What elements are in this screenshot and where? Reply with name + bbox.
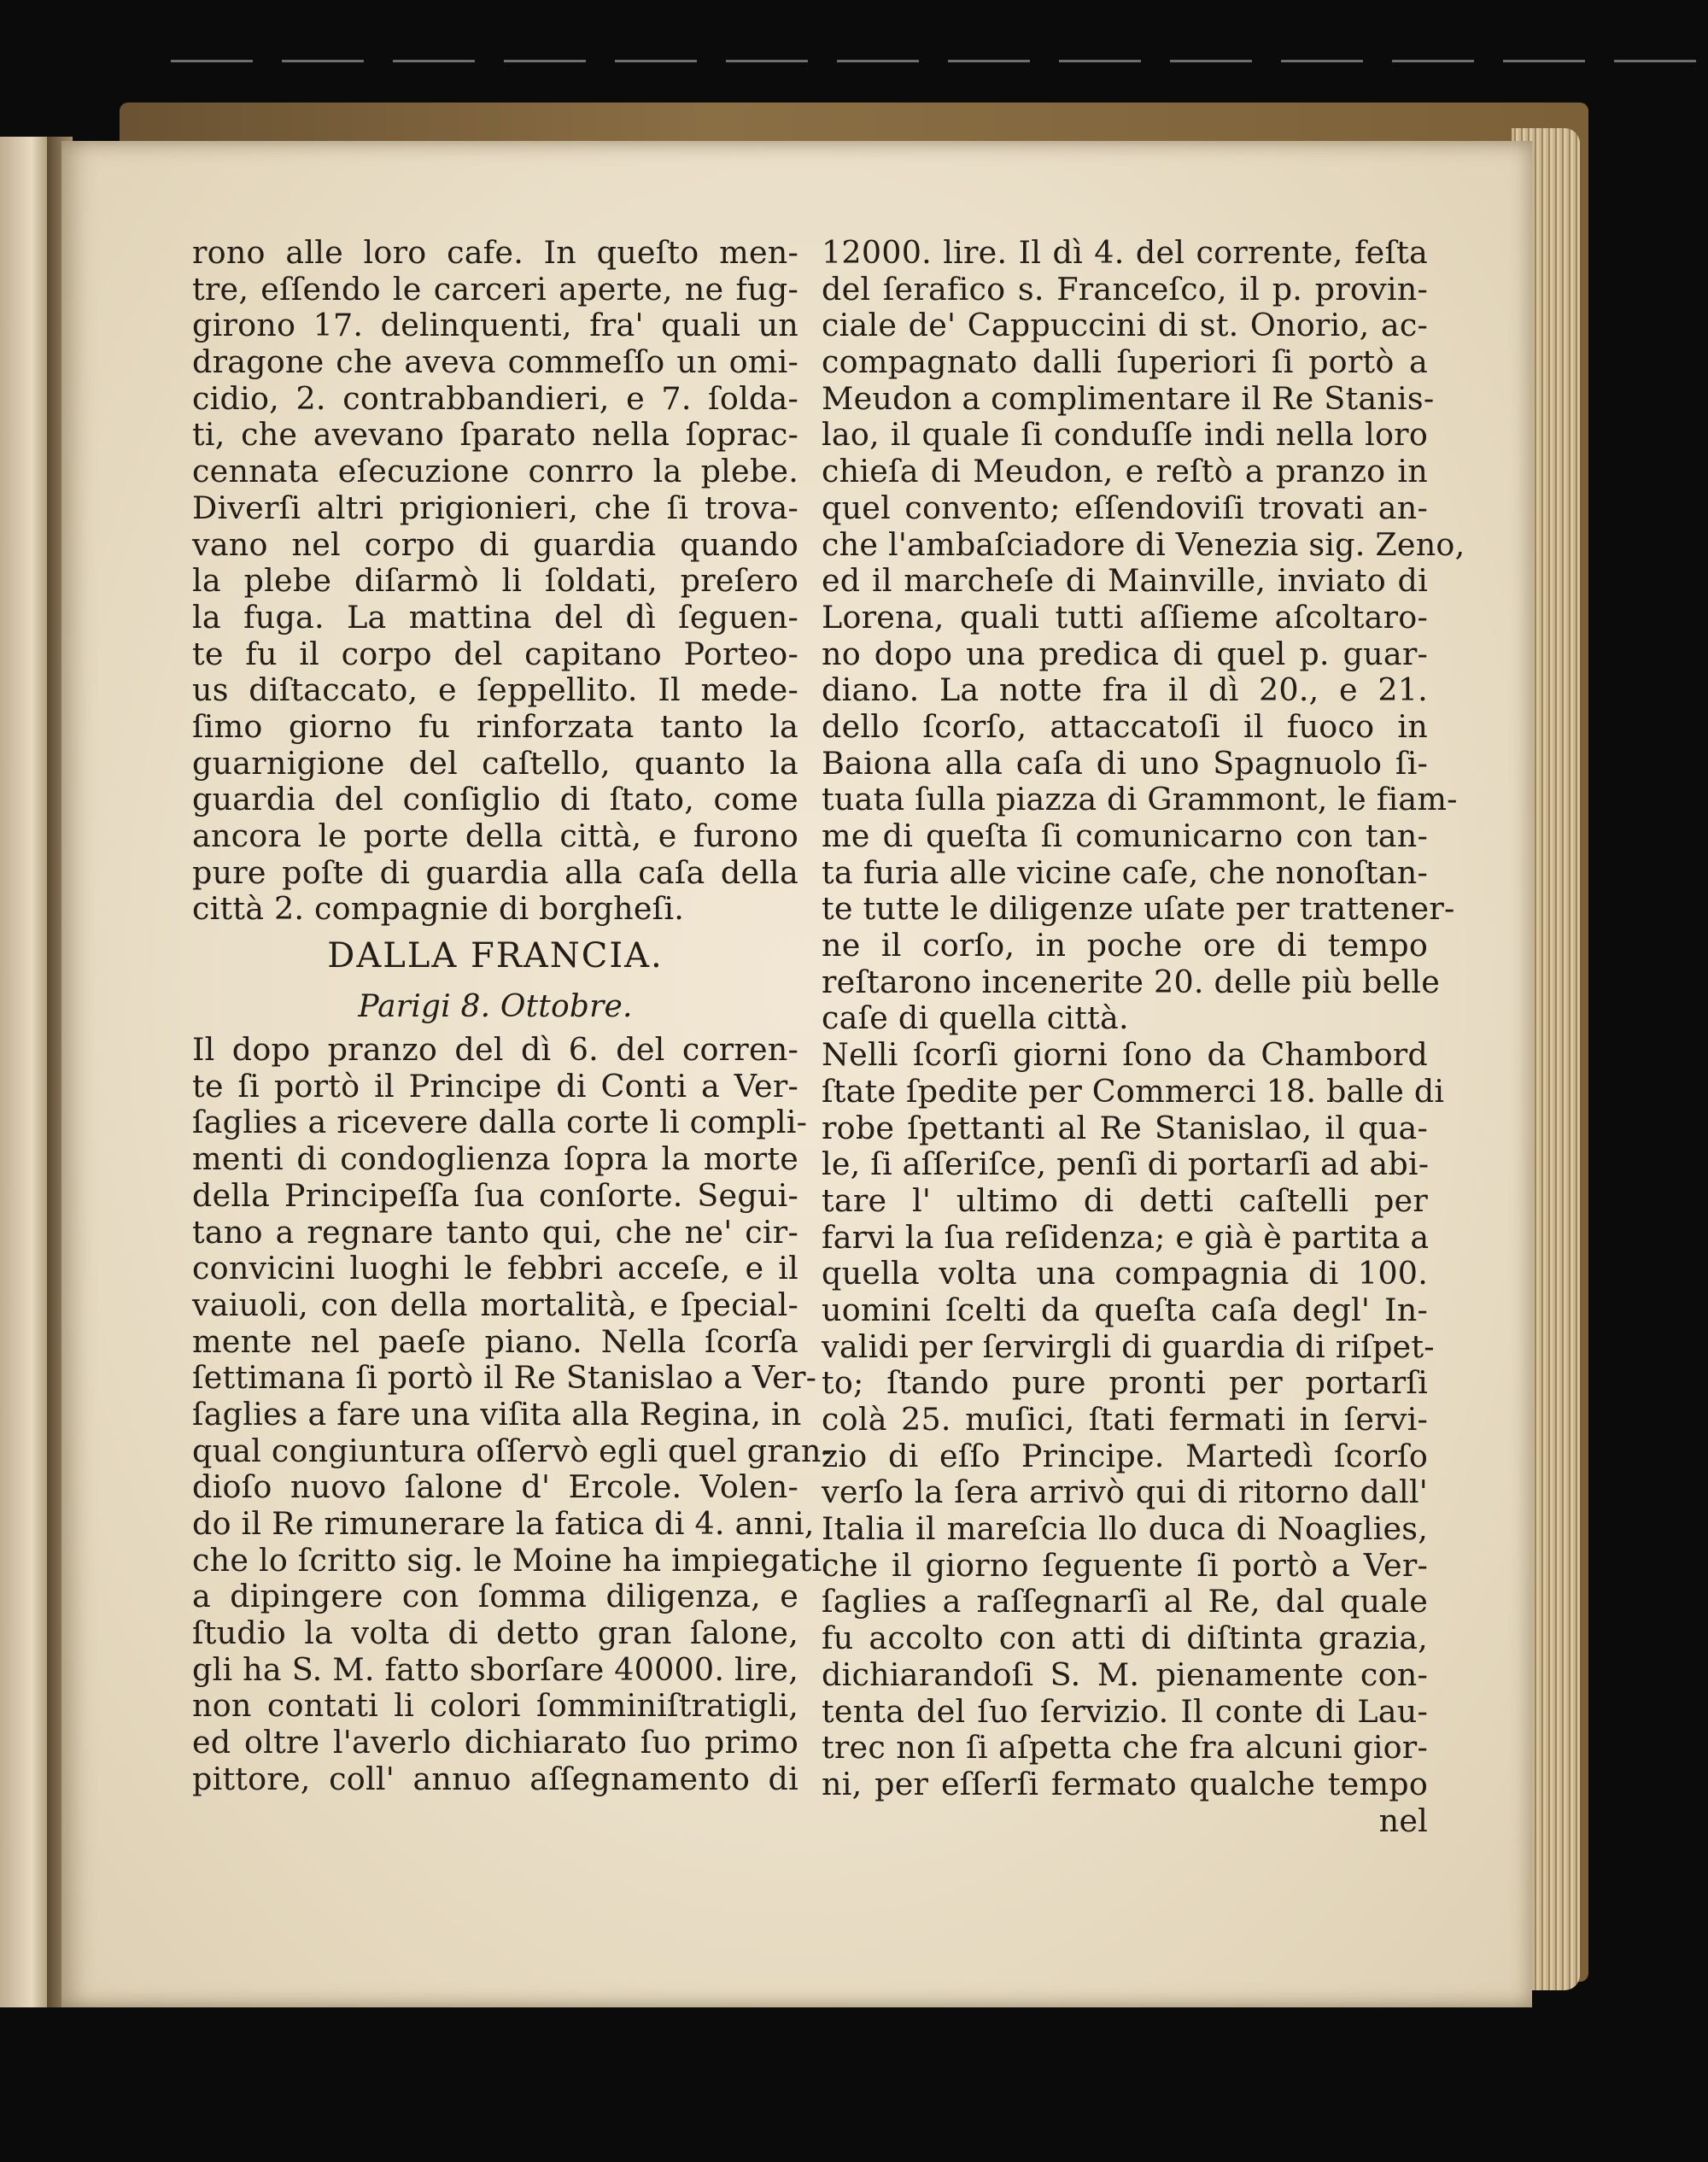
text-line: ſtudio la volta di detto gran ſalone, bbox=[192, 1614, 798, 1652]
right-column bbox=[822, 234, 1465, 1839]
text-line: ne il corſo, in poche ore di tempo bbox=[822, 927, 1428, 964]
text-line: che il giorno ſeguente ſi portò a Ver- bbox=[822, 1546, 1428, 1584]
text-line: rono alle loro cafe. In queſto men- bbox=[192, 234, 798, 271]
text-line: vaiuoli, con della mortalità, e ſpecial- bbox=[192, 1286, 798, 1323]
text-line: compagnato dalli ſuperiori ſi portò a bbox=[822, 343, 1428, 381]
text-line: 12000. lire. Il dì 4. del corrente, feſta bbox=[822, 234, 1428, 271]
left-column-text-after bbox=[192, 1031, 833, 1797]
text-line: ciale de' Cappuccini di st. Onorio, ac- bbox=[822, 307, 1428, 344]
text-line: me di queſta ſi comunicarno con tan- bbox=[822, 817, 1428, 854]
text-line: ſettimana ſi portò il Re Stanislao a Ver- bbox=[192, 1359, 817, 1397]
text-line: tare l' ultimo di detti caſtelli per bbox=[822, 1181, 1428, 1219]
left-page-edge bbox=[0, 137, 53, 2007]
text-line: ſaglies a ricevere dalla corte li compli- bbox=[192, 1104, 808, 1141]
top-ruler bbox=[0, 60, 1708, 67]
text-line: tuata ſulla piazza di Grammont, le fiam- bbox=[822, 781, 1458, 818]
text-line: la fuga. La mattina del dì ſeguen- bbox=[192, 598, 798, 636]
text-line: non contati li colori ſomminiſtratigli, bbox=[192, 1687, 798, 1725]
text-line: tenta del ſuo ſervizio. Il conte di Lau- bbox=[822, 1692, 1428, 1730]
text-line: trec non ſi aſpetta che fra alcuni gior- bbox=[822, 1729, 1428, 1767]
text-line: pittore, coll' annuo aſſegnamento di bbox=[192, 1760, 798, 1797]
text-line: farvi la ſua reſidenza; e già è partita a bbox=[822, 1218, 1430, 1256]
text-line: colà 25. muſici, ſtati fermati in ſervi- bbox=[822, 1401, 1428, 1438]
text-line: quella volta una compagnia di 100. bbox=[822, 1255, 1428, 1292]
text-line: qual congiuntura oſſervò egli quel gran- bbox=[192, 1432, 833, 1469]
text-line: ſimo giorno fu rinforzata tanto la bbox=[192, 707, 798, 745]
text-line: menti di condoglienza ſopra la morte bbox=[192, 1140, 798, 1178]
text-line: us diſtaccato, e ſeppellito. Il mede- bbox=[192, 671, 798, 709]
text-line: te ſi portò il Principe di Conti a Ver- bbox=[192, 1067, 798, 1104]
text-line: no dopo una predica di quel p. guar- bbox=[822, 635, 1428, 672]
text-line: do il Re rimunerare la fatica di 4. anni, bbox=[192, 1505, 815, 1542]
text-line: zio di eſſo Principe. Martedì ſcorſo bbox=[822, 1437, 1428, 1474]
text-line: uomini ſcelti da queſta caſa degl' In- bbox=[822, 1291, 1428, 1328]
text-line: cidio, 2. contrabbandieri, e 7. ſolda- bbox=[192, 379, 798, 417]
text-line: dello ſcorſo, attaccatoſi il fuoco in bbox=[822, 707, 1428, 745]
text-line: ed oltre l'averlo dichiarato ſuo primo bbox=[192, 1724, 798, 1761]
text-line: gli ha S. M. fatto sborſare 40000. lire, bbox=[192, 1650, 798, 1688]
text-line: ti, che avevano ſparato nella ſoprac- bbox=[192, 416, 798, 454]
text-line: pure poſte di guardia alla caſa della bbox=[192, 853, 798, 891]
text-line: Lorena, quali tutti aſſieme aſcoltaro- bbox=[822, 598, 1428, 636]
text-line: robe ſpettanti al Re Stanislao, il qua- bbox=[822, 1109, 1428, 1146]
text-line: ſaglies a raſſegnarſi al Re, dal quale bbox=[822, 1583, 1428, 1620]
text-line: ſtate ſpedite per Commerci 18. balle di bbox=[822, 1072, 1445, 1110]
text-line: mente nel paeſe piano. Nella ſcorſa bbox=[192, 1322, 798, 1360]
text-line: la plebe diſarmò li ſoldati, preſero bbox=[192, 562, 798, 600]
text-line: fu accolto con atti di diſtinta grazia, bbox=[822, 1620, 1428, 1657]
text-line: del ſerafico s. Franceſco, il p. provin- bbox=[822, 270, 1428, 308]
text-line: Il dopo pranzo del dì 6. del corren- bbox=[192, 1031, 798, 1069]
text-line: dragone che aveva commeſſo un omi- bbox=[192, 343, 798, 381]
text-line: vano nel corpo di guardia quando bbox=[192, 525, 798, 563]
text-line: quel convento; eſſendoviſi trovati an- bbox=[822, 489, 1428, 526]
text-line: te fu il corpo del capitano Porteo- bbox=[192, 635, 798, 672]
text-line: a dipingere con ſomma diligenza, e bbox=[192, 1578, 798, 1615]
text-line: girono 17. delinquenti, fra' quali un bbox=[192, 307, 798, 344]
text-line: tre, eſſendo le carceri aperte, ne fug- bbox=[192, 270, 798, 308]
text-line: dichiarandoſi S. M. pienamente con- bbox=[822, 1655, 1428, 1693]
text-line: ni, per eſſerſi fermato qualche tempo bbox=[822, 1765, 1428, 1802]
text-line: caſe di quella città. bbox=[822, 999, 1129, 1037]
text-line: che l'ambaſciadore di Venezia sig. Zeno, bbox=[822, 525, 1465, 563]
text-line: lao, il quale ſi conduſſe indi nella loro bbox=[822, 416, 1428, 454]
text-line: città 2. compagnie di borgheſi. bbox=[192, 890, 685, 928]
section-heading: DALLA FRANCIA. bbox=[327, 936, 664, 976]
text-line: ta furia alle vicine caſe, che nonoſtan- bbox=[822, 853, 1428, 891]
text-line: ed il marcheſe di Mainville, inviato di bbox=[822, 562, 1428, 600]
text-line: ſaglies a fare una viſita alla Regina, in bbox=[192, 1395, 802, 1433]
dateline: Parigi 8. Ottobre. bbox=[358, 989, 633, 1025]
text-line: Baiona alla caſa di uno Spagnuolo ſi- bbox=[822, 744, 1428, 782]
left-column-text-before bbox=[192, 235, 798, 928]
text-line: Diverſi altri prigionieri, che ſi trova- bbox=[192, 489, 798, 526]
text-line: dioſo nuovo ſalone d' Ercole. Volen- bbox=[192, 1468, 798, 1506]
text-line: reſtarono incenerite 20. delle più belle bbox=[822, 963, 1441, 1000]
text-line: Nelli ſcorſi giorni ſono da Chambord bbox=[822, 1036, 1428, 1074]
text-line: tano a regnare tanto qui, che ne' cir- bbox=[192, 1213, 798, 1251]
text-line: guardia del conſiglio di ſtato, come bbox=[192, 781, 798, 818]
text-line: te tutte le diligenze uſate per trattener- bbox=[822, 890, 1455, 928]
text-line: le, ſi aſſeriſce, penſi di portarſi ad abi- bbox=[822, 1145, 1430, 1183]
text-line: verſo la ſera arrivò qui di ritorno dall' bbox=[822, 1474, 1428, 1511]
left-column bbox=[192, 234, 833, 1798]
text-line: to; ſtando pure pronti per portarſi bbox=[822, 1364, 1428, 1402]
catchword: nel bbox=[1378, 1802, 1428, 1839]
text-line: convicini luoghi le febbri acceſe, e il bbox=[192, 1250, 798, 1287]
text-line: Meudon a complimentare il Re Stanis- bbox=[822, 379, 1435, 417]
text-line: validi per ſervirgli di guardia di riſpet- bbox=[822, 1327, 1435, 1365]
text-line: ancora le porte della città, e furono bbox=[192, 817, 798, 854]
text-line: diano. La notte fra il dì 20., e 21. bbox=[822, 671, 1428, 709]
text-line: chieſa di Meudon, e reſtò a pranzo in bbox=[822, 453, 1428, 490]
text-line: cennata eſecuzione conrro la plebe. bbox=[192, 453, 798, 490]
text-line: che lo ſcritto sig. le Moine ha impiegati bbox=[192, 1541, 822, 1579]
text-line: della Principeſſa ſua conſorte. Segui- bbox=[192, 1176, 798, 1214]
text-line: Italia il mareſcia llo duca di Noaglies, bbox=[822, 1510, 1428, 1548]
text-line: guarnigione del caſtello, quanto la bbox=[192, 744, 798, 782]
